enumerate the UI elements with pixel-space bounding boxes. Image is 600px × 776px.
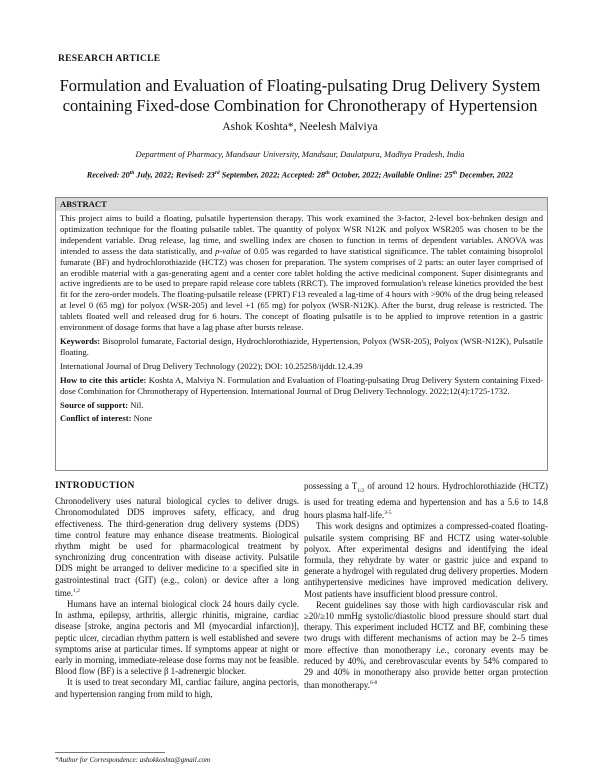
r1-text-a: possessing a T	[304, 481, 358, 491]
conflict-text: None	[131, 413, 153, 424]
keywords-label: Keywords:	[60, 335, 101, 346]
footnote-rule	[55, 752, 165, 753]
paper-title: Formulation and Evaluation of Floating-pulsating Drug Delivery System containing Fixed-dose Combination for Chronotherapy of Hypertension	[59, 76, 541, 115]
correspondence-footnote: *Author for Correspondence: ashokkoshta@gmail.com	[55, 756, 211, 764]
online-rest: December, 2022	[459, 170, 514, 180]
accepted-label: Accepted:	[281, 170, 315, 180]
source-of-support	[60, 400, 543, 411]
r1-ref: 3-5	[384, 510, 392, 517]
intro-paragraph-2: Humans have an internal biological clock 24 hours daily cycle. In asthma, epilepsy, arthritis, allergic rhinitis, migraine, cardiac disease [stroke, angina pectoris and MI (myocardial infarction)], peptic ulcer, circadian rhythm pattern is well established and severe symptoms arise at particular times. If symptoms appear at night or early in morning, immediate-release dose forms may not be feasible. Blood flow (BF) is a selective β 1-adrenergic blocker.	[55, 599, 299, 677]
p5-text-b: , coronary events may be reduced by 40%, and cerebrovascular events by 54% compared to 29 and 40% in monotherapy also provide better organ protection than monotherapy.	[304, 644, 548, 691]
abstract-text-b: of 0.05 was regarded to have statistical significance. The tablet containing bisoprolol fumarate (BF) and hydrochlorothiazide (HCTZ) was chosen for preparation. The system comprises of 2 parts: an outer layer comprised of an erodible material with a gas-generating agent and a center core tablet holding the active medicinal component. Super disintegrants and active ingredients are to be used to prepare rapid release core tablets (RRCT). The improved formulation's release kinetics provided the best fit for the zero-order models. The floating-pulsatile release (FPRT) F13 revealed a lag-time of 4 hours with >90% of the drug being released at level 0 (65 mg) for polyox (WSR-205) and level +1 (65 mg) for polyox (WSR-N12K). After the burst, drug release is restricted. The tablets floated well and released drug for 6 hours. The concept of floating pulsatile is to be applied to improve retention in a gastric environment of dosage forms that have a lag phase after bursts release.	[60, 245, 543, 333]
authors: Ashok Koshta*, Neelesh Malviya	[222, 121, 378, 133]
received-day: 20	[121, 170, 130, 180]
p5-text-a: Recent guidelines say those with high cardiovascular risk and ≥20/≥10 mmHg systolic/diastolic blood pressure should start dual therapy. This experiment included HCTZ and BF, combining these two drugs with different mechanisms of action may be 2–5 times more effective than monotherapy	[304, 599, 548, 655]
body-column-left	[55, 481, 299, 700]
intro-paragraph-3-cont	[304, 481, 548, 521]
revised-sup: rd	[214, 170, 220, 176]
revised-rest: September, 2022;	[221, 170, 280, 180]
revised-label: Revised:	[175, 170, 205, 180]
r1-sub: 1/2	[357, 487, 365, 494]
received-label: Received:	[86, 170, 120, 180]
abstract-body	[56, 211, 547, 424]
revised-day: 23	[206, 170, 215, 180]
keywords	[60, 336, 543, 358]
abstract-text-a: This project aims to build a floating, pulsatile hypertension therapy. This work examined the 3-factor, 2-level box-behnken design and optimization technique for the floating pulsatile tablet. The quantity of polyox WSR N12K and polyox WSR205 was chosen to be the independent variable. Drug release, lag time, and swelling index are chosen to function in terms of dependent variables. ANOVA was intended to assess the data statistically, and	[60, 213, 543, 256]
online-day: 25	[444, 170, 453, 180]
intro-paragraph-4: This work designs and optimizes a compressed-coated floating-pulsatile system comprising BF and HCTZ using water-soluble polyox. After experimental designs and identifying the ideal formula, they rehydrate by water or gastric juice and expand to generate a hydrogel with regulated drug delivery properties. Modern antihypertensive medicines have improved medication delivery. Most patients have insufficient blood pressure control.	[304, 521, 548, 599]
received-sup: th	[129, 170, 135, 176]
received-rest: July, 2022;	[136, 170, 174, 180]
support-text: Nil.	[128, 399, 144, 410]
intro-paragraph-1	[55, 496, 299, 599]
r1-text-b: of around 12 hours. Hydrochlorothiazide (HCTZ) is used for treating edema and hypertension and has a 5.6 to 14.8 hours plasma half-life.	[304, 481, 549, 521]
conflict-of-interest	[60, 413, 543, 424]
accepted-sup: th	[325, 170, 330, 176]
accepted-rest: October, 2022;	[331, 170, 382, 180]
intro-p1-text: Chronodelivery uses natural biological cycles to deliver drugs. Chronomodulated DDS improves safety, efficacy, and drug effectiveness. The third-generation drug delivery systems (DDS) time control feature may enhance disease treatments. Biological rhythm might be used for pharmacological treatment by synchronizing drug concentration with disease activity. Pulsatile DDS might be arranged to deliver medicine to a specified site in gastrointestinal tract (GIT) (e.g., colon) or device after a long time.	[55, 496, 299, 598]
p5-ie: i.e.	[436, 644, 447, 655]
support-label: Source of support:	[60, 399, 129, 410]
introduction-heading: INTRODUCTION	[55, 481, 135, 491]
affiliation: Department of Pharmacy, Mandsaur University, Mandsaur, Daulatpura, Madhya Pradesh, India	[135, 149, 465, 159]
cite-text: Koshta A, Malviya N. Formulation and Evaluation of Floating-pulsating Drug Delivery System containing Fixed-dose Combination for Chronotherapy of Hypertension. International Journal of Drug Delivery Technology. 2022;12(4):1725-1732.	[60, 374, 543, 396]
online-sup: th	[452, 170, 458, 176]
how-to-cite	[60, 375, 543, 397]
p5-ref: 6-8	[369, 680, 378, 687]
abstract-box	[55, 197, 548, 471]
intro-paragraph-3: It is used to treat secondary MI, cardiac failure, angina pectoris, and hypertension ranging from mild to high,	[55, 677, 299, 699]
accepted-day: 28	[316, 170, 326, 180]
abstract-paragraph	[60, 213, 543, 333]
body-column-right	[304, 481, 548, 691]
cite-label: How to cite this article:	[60, 374, 147, 385]
keywords-text: Bisoprolol fumarate, Factorial design, Hydrochlorothiazide, Hypertension, Polyox (WSR-205), Polyox (WSR-N12K), Pulsatile floating.	[60, 335, 543, 357]
article-type-label: RESEARCH ARTICLE	[58, 54, 161, 64]
online-label: Available Online:	[383, 170, 443, 180]
abstract-pvalue: p-value	[215, 245, 241, 256]
intro-paragraph-5	[304, 600, 548, 692]
publication-dates	[0, 170, 600, 180]
journal-line: International Journal of Drug Delivery Technology (2022); DOI: 10.25258/ijddt.12.4.39	[60, 360, 363, 371]
abstract-heading: ABSTRACT	[56, 198, 547, 211]
intro-p1-ref: 1,2	[73, 587, 80, 594]
conflict-label: Conflict of interest:	[60, 413, 132, 424]
